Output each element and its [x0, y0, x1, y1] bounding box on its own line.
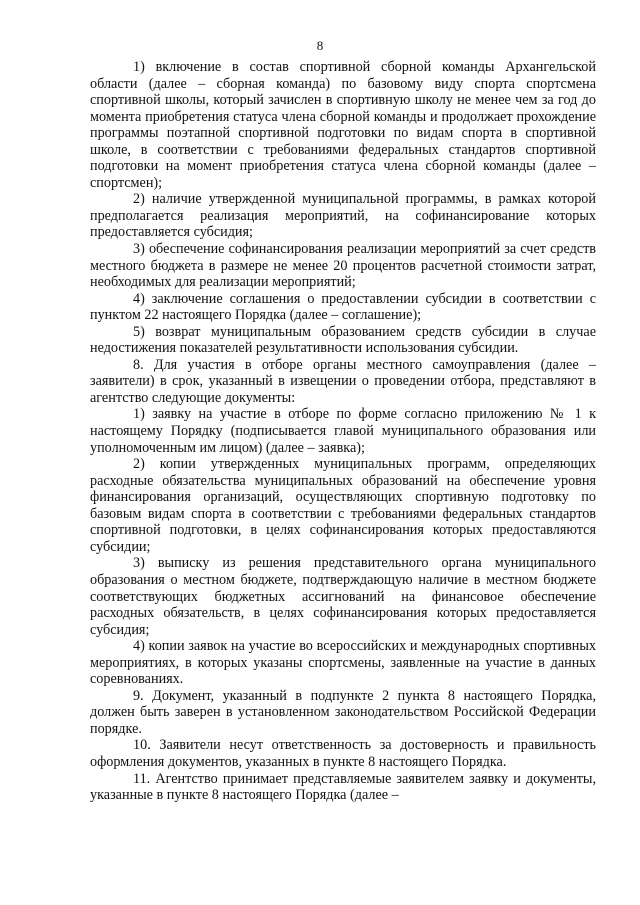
page-number: 8	[316, 38, 324, 53]
paragraph-condition-5: 5) возврат муниципальным образованием средств субсидии в случае недостижения показателей результативности использования субсидии.	[90, 323, 596, 357]
paragraph-document-1: 1) заявку на участие в отборе по форме согласно приложению № 1 к настоящему Порядку (подписывается главой муниципального образования или уполномоченным им лицом) (далее – заявка);	[90, 406, 596, 456]
document-body	[90, 59, 596, 804]
paragraph-clause-9: 9. Документ, указанный в подпункте 2 пункта 8 настоящего Порядка, должен быть заверен в установленном законодательством Российской Федерации порядке.	[90, 687, 596, 737]
paragraph-condition-1: 1) включение в состав спортивной сборной команды Архангельской области (далее – сборная команда) по базовому виду спорта спортсмена спортивной школы, который зачислен в спортивную школу не менее чем за год до момента приобретения статуса члена сборной команды и продолжает прохождение программы поэтапной спортивной подготовки по видам спорта в спортивной школе, в соответствии с требованиями федеральных стандартов спортивной подготовки на момент приобретения статуса члена сборной команды (далее – спортсмен);	[90, 59, 596, 191]
paragraph-condition-3: 3) обеспечение софинансирования реализации мероприятий за счет средств местного бюджета в размере не менее 20 процентов расчетной стоимости затрат, необходимых для реализации мероприятий;	[90, 241, 596, 291]
paragraph-document-3: 3) выписку из решения представительного органа муниципального образования о местном бюджете, подтверждающую наличие в местном бюджете соответствующих бюджетных ассигнований на финансовое обеспечение расходных обязательств, в целях софинансирования которых предоставляется субсидия;	[90, 555, 596, 638]
paragraph-clause-8: 8. Для участия в отборе органы местного самоуправления (далее – заявители) в срок, указанный в извещении о проведении отбора, представляют в агентство следующие документы:	[90, 356, 596, 406]
paragraph-document-4: 4) копии заявок на участие во всероссийских и международных спортивных мероприятиях, в которых указаны спортсмены, заявленные на участие в данных соревнованиях.	[90, 638, 596, 688]
paragraph-condition-4: 4) заключение соглашения о предоставлении субсидии в соответствии с пунктом 22 настоящего Порядка (далее – соглашение);	[90, 290, 596, 324]
paragraph-document-2: 2) копии утвержденных муниципальных программ, определяющих расходные обязательства муниципальных образований на обеспечение уровня финансирования организаций, осуществляющих спортивную подготовку по базовым видам спорта в соответствии с требованиями федеральных стандартов спортивной подготовки, в целях софинансирования которых предоставляются субсидии;	[90, 456, 596, 555]
paragraph-condition-2: 2) наличие утвержденной муниципальной программы, в рамках которой предполагается реализация мероприятий, на софинансирование которых предоставляется субсидия;	[90, 191, 596, 241]
paragraph-clause-10: 10. Заявители несут ответственность за достоверность и правильность оформления документов, указанных в пункте 8 настоящего Порядка.	[90, 737, 596, 770]
paragraph-clause-11: 11. Агентство принимает представляемые заявителем заявку и документы, указанные в пункте 8 настоящего Порядка (далее –	[90, 770, 596, 804]
